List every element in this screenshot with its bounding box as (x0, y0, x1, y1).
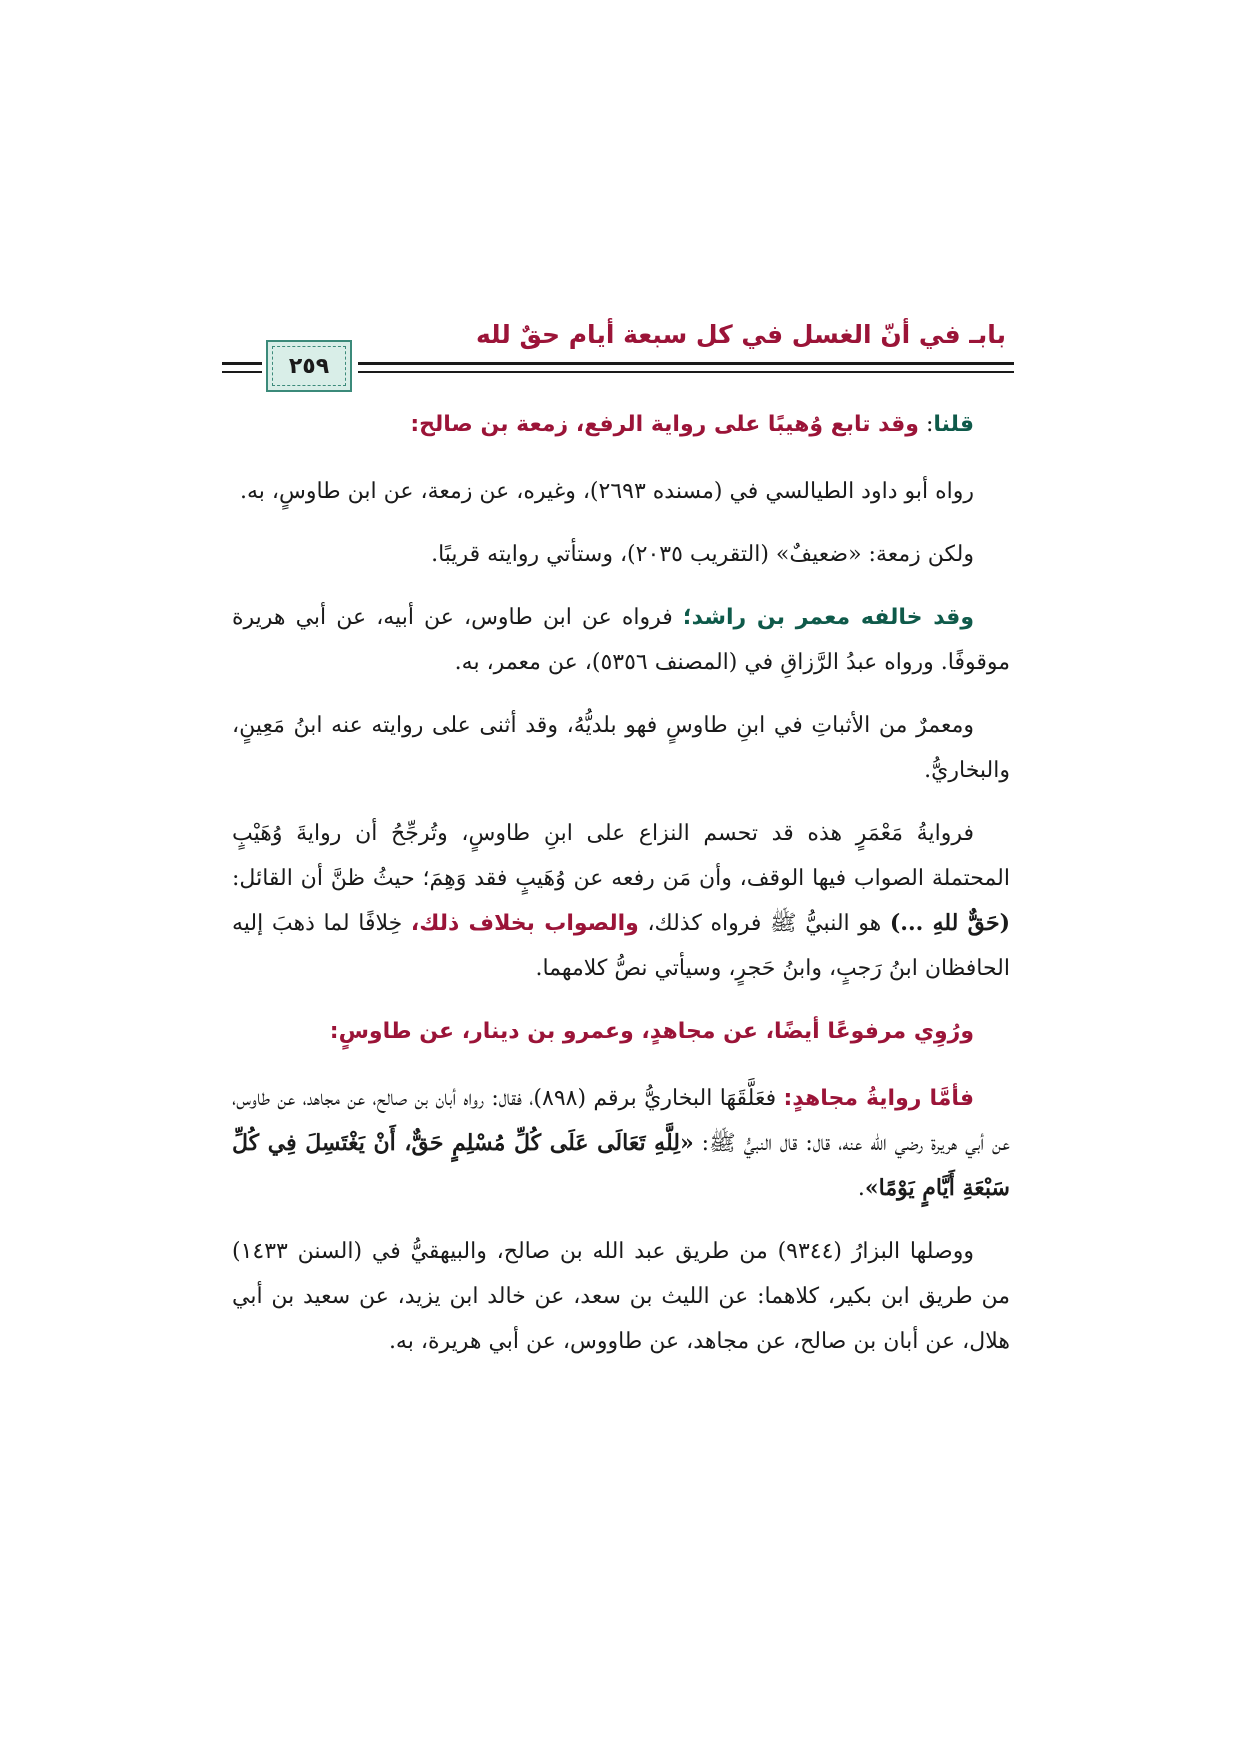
page-body (232, 402, 1010, 1382)
heading-lead: قلنا (933, 412, 974, 437)
paragraph: ووصلها البزارُ (٩٣٤٤) من طريق عبد الله بن صالح، والبيهقيُّ في (السنن ١٤٣٣) من طريق ابن بكير، كلاهما: عن الليث بن سعد، عن خالد ابن يزيد، عن سعيد بن أبي هلال، عن أبان بن صالح، عن مجاهد، عن طاووس، عن أبي هريرة، به. (232, 1239, 1010, 1354)
emphasis-text: والصواب بخلاف ذلك، (410, 911, 639, 936)
header-rule (222, 371, 262, 373)
heading-colon: : (918, 412, 934, 437)
paragraph-text: فروايةُ مَعْمَرٍ هذه قد تحسم النزاع على ابنِ طاوسٍ، وتُرجِّحُ أن روايةَ وُهَيْبٍ المحتملة الصواب فيها الوقف، وأن مَن رفعه عن وُهَيبٍ فقد وَهِمَ؛ حيثُ ظنَّ أن القائل: (232, 821, 1010, 891)
paragraph: رواه أبو داود الطيالسي في (مسنده ٢٦٩٣)، وغيره، عن زمعة، عن ابن طاوسٍ، به. (239, 479, 974, 504)
page-number-frame (266, 340, 352, 392)
paragraph (232, 595, 1010, 685)
heading-title: ورُوِي مرفوعًا أيضًا، عن مجاهدٍ، وعمرو بن دينار، عن طاوسٍ: (329, 1019, 974, 1044)
paragraph-lead: وقد خالفه معمر بن راشد؛ (682, 605, 974, 630)
paragraph-lead: فأمَّا روايةُ مجاهدٍ: (783, 1086, 974, 1111)
header-rule (358, 371, 1014, 373)
paragraph-text: فعَلَّقَهَا البخاريُّ برقم (٨٩٨)، فقال: رواه أبان بن صالح، عن مجاهد، عن طاوس، عن أبي هريرة رضي الله عنه، قال: قال النبيُّ ﷺ: (232, 1086, 1010, 1156)
paragraph-text: خِلافًا لما ذهبَ إليه الحافظان ابنُ رَجبٍ، وابنُ حَجرٍ، وسيأتي نصُّ كلامهما. (232, 911, 1010, 981)
header-rule (358, 362, 1014, 365)
paragraph-text: . (857, 1176, 865, 1201)
section-heading (232, 1009, 1010, 1054)
page-header (222, 320, 1014, 390)
header-rule (222, 362, 262, 365)
paragraph-text: فرواه عن ابن طاوس، عن أبيه، عن أبي هريرة موقوفًا. ورواه عبدُ الرَّزاقِ في (المصنف ٥٣٥٦)، عن معمر، به. (232, 605, 1010, 675)
heading-title: وقد تابع وُهيبًا على رواية الرفع، زمعة بن صالح: (410, 412, 919, 437)
paragraph-text: هو النبيُّ ﷺ فرواه كذلك، (638, 911, 890, 936)
paragraph: ومعمرٌ من الأثباتِ في ابنِ طاوسٍ فهو بلديُّهُ، وقد أثنى على روايته عنه ابنُ مَعِينٍ، والبخاريُّ. (232, 713, 1010, 783)
paragraph (232, 811, 1010, 991)
section-heading (232, 402, 1010, 447)
paragraph (232, 1076, 1010, 1211)
paragraph: ولكن زمعة: «ضعيفٌ» (التقريب ٢٠٣٥)، وستأتي روايته قريبًا. (431, 542, 974, 567)
chapter-title: بابـ في أنّ الغسل في كل سبعة أيام حقٌ لله (476, 320, 1006, 349)
hadith-text: «لِلَّهِ تَعَالَى عَلَى كُلِّ مُسْلِمٍ حَقٌّ، أَنْ يَغْتَسِلَ فِي كُلِّ سَبْعَةِ أَيَّامٍ يَوْمًا» (232, 1130, 1010, 1201)
page-number: ٢٥٩ (288, 353, 330, 379)
quoted-hadith: (حَقٌّ للهِ ...) (889, 910, 1011, 936)
